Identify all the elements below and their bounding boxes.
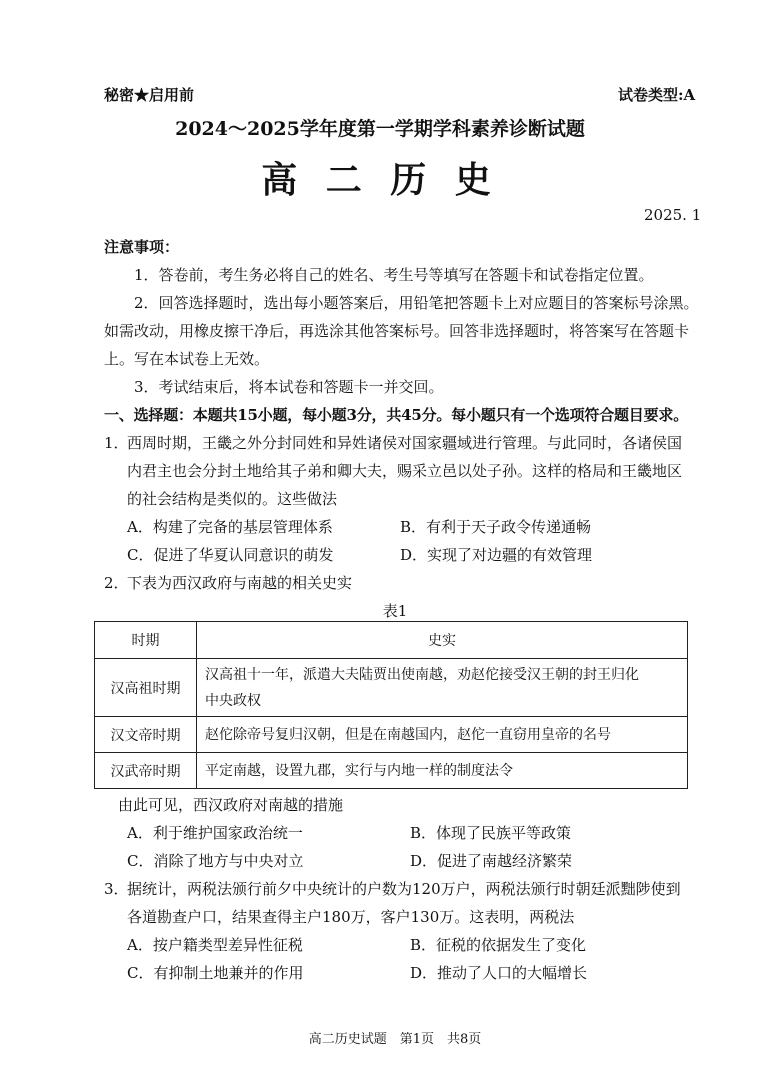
table-caption: 表1: [382, 602, 408, 620]
confidential-mark: 秘密★启用前: [104, 86, 195, 104]
section-heading: 一、选择题：本题共15小题，每小题3分，共45分。每小题只有一个选项符合题目要求。: [104, 406, 688, 424]
q1-option-a: A．构建了完备的基层管理体系: [127, 518, 333, 536]
q1-line-1: 西周时期，王畿之外分封同姓和异姓诸侯对国家疆域进行管理。与此同时，各诸侯国: [127, 434, 683, 452]
table-cell-fact: 赵佗除帝号复归汉朝，但是在南越国内，赵佗一直窃用皇帝的名号: [197, 717, 688, 753]
notice-item-2-line-3: 上。写在本试卷上无效。: [104, 350, 270, 368]
paper-type: 试卷类型:A: [618, 86, 696, 104]
notice-item-3: 3．考试结束后，将本试卷和答题卡一并交回。: [134, 378, 444, 396]
q3-option-d: D．推动了人口的大幅增长: [410, 964, 588, 982]
q3-line-1: 据统计，两税法颁行前夕中央统计的户数为120万户，两税法颁行时朝廷派黜陟使到: [127, 880, 681, 898]
q1-option-d: D．实现了对边疆的有效管理: [400, 546, 593, 564]
notice-item-2-line-2: 如需改动，用橡皮擦干净后，再选涂其他答案标号。回答非选择题时，将答案写在答题卡: [104, 322, 690, 340]
q1-number: 1．: [104, 434, 129, 452]
q2-option-c: C．消除了地方与中央对立: [127, 852, 304, 870]
subject-title: 高 二 历 史: [261, 160, 499, 201]
q2-number: 2．: [104, 574, 129, 592]
page-footer: 高二历史试题 第1页 共8页: [308, 1032, 482, 1047]
table-row: [95, 659, 688, 717]
table-cell-fact-line: 中央政权: [205, 692, 261, 709]
q3-line-2: 各道勘查户口，结果查得主户180万，客户130万。这表明，两税法: [127, 908, 575, 926]
table-cell-fact-line: 汉高祖十一年，派遣大夫陆贾出使南越，劝赵佗接受汉王朝的封王归化: [205, 666, 639, 683]
table-cell-fact: 平定南越，设置九郡，实行与内地一样的制度法令: [197, 753, 688, 789]
table-row: [95, 717, 688, 753]
table-cell-fact: [197, 659, 688, 717]
q2-follow-up: 由此可见，西汉政府对南越的措施: [118, 796, 344, 814]
table-cell-period: 汉武帝时期: [95, 753, 197, 789]
table-cell-period: 汉高祖时期: [95, 659, 197, 717]
table-cell-period: 汉文帝时期: [95, 717, 197, 753]
q2-option-b: B．体现了民族平等政策: [410, 824, 572, 842]
q2-option-d: D．促进了南越经济繁荣: [410, 852, 573, 870]
q3-option-a: A．按户籍类型差异性征税: [127, 936, 303, 954]
q3-option-b: B．征税的依据发生了变化: [410, 936, 587, 954]
table-header-fact: 史实: [197, 622, 688, 659]
notice-item-2-line-1: 2．回答选择题时，选出每小题答案后，用铅笔把答题卡上对应题目的答案标号涂黑。: [134, 294, 699, 312]
table-row: [95, 753, 688, 789]
exam-date: 2025. 1: [644, 206, 702, 224]
exam-title: 2024～2025学年度第一学期学科素养诊断试题: [175, 118, 585, 140]
q2-option-a: A．利于维护国家政治统一: [127, 824, 303, 842]
notice-heading: 注意事项：: [104, 238, 180, 256]
table-header-row: [95, 622, 688, 659]
notice-item-1: 1．答卷前，考生务必将自己的姓名、考生号等填写在答题卡和试卷指定位置。: [134, 266, 654, 284]
q1-line-3: 的社会结构是类似的。这些做法: [127, 490, 338, 508]
q1-line-2: 内君主也会分封土地给其子弟和卿大夫，赐采立邑以处子孙。这样的格局和王畿地区: [127, 462, 683, 480]
q3-number: 3．: [104, 880, 129, 898]
table-header-period: 时期: [95, 622, 197, 659]
q2-stem: 下表为西汉政府与南越的相关史实: [127, 574, 353, 592]
history-table: [94, 621, 688, 789]
q1-option-b: B．有利于天子政令传递通畅: [400, 518, 592, 536]
q1-option-c: C．促进了华夏认同意识的萌发: [127, 546, 334, 564]
q3-option-c: C．有抑制土地兼并的作用: [127, 964, 304, 982]
